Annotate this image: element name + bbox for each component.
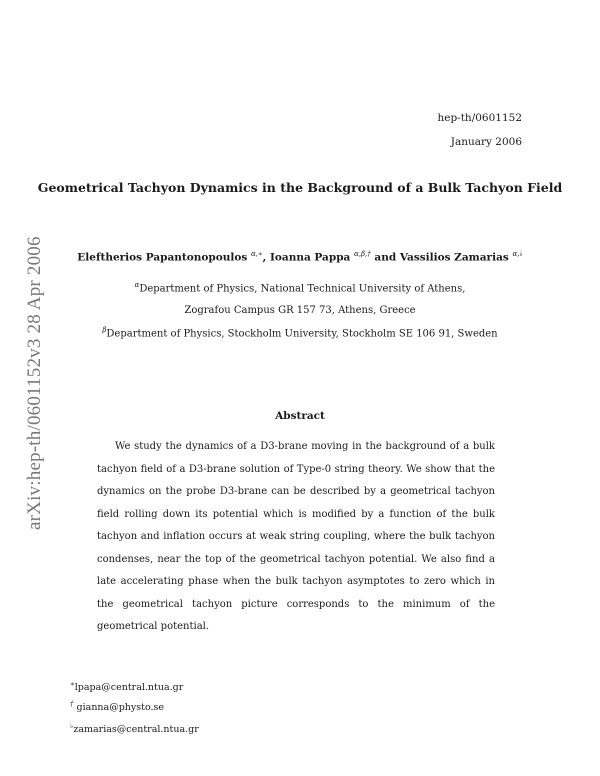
arxiv-sidebar-stamp: arXiv:hep-th/0601152v3 28 Apr 2006 — [24, 236, 45, 530]
paper-title: Geometrical Tachyon Dynamics in the Background of a Bulk Tachyon Field — [37, 180, 563, 195]
author-name: Eleftherios Papantonopoulos — [77, 251, 248, 264]
author-affiliation-marks: α,∗ — [250, 250, 263, 258]
footnote — [70, 680, 183, 693]
author-list — [0, 250, 600, 264]
report-number: hep-th/0601152 — [437, 112, 522, 124]
affiliation-beta — [0, 326, 600, 339]
footnote-email: zamarias@central.ntua.gr — [73, 724, 199, 736]
affiliation-alpha-line1 — [0, 281, 600, 294]
author-affiliation-marks: α,♭ — [512, 250, 523, 258]
report-header — [437, 106, 522, 154]
affiliation-alpha-line2: Zografou Campus GR 157 73, Athens, Greece — [184, 305, 416, 316]
affiliation-mark: β — [102, 326, 107, 334]
author-name: Vassilios Zamarias — [399, 251, 509, 264]
author-separator: , — [262, 251, 267, 264]
affiliation-text: Department of Physics, Stockholm University, Stockholm SE 106 91, Sweden — [106, 328, 498, 340]
author-name: Ioanna Pappa — [269, 251, 351, 264]
author-affiliation-marks: α,β,† — [354, 250, 371, 258]
footnote-email: lpapa@central.ntua.gr — [74, 682, 184, 694]
footnote-mark: ∗ — [70, 680, 75, 688]
footnote-email: gianna@physto.se — [76, 702, 165, 714]
affiliation-mark: α — [134, 281, 140, 289]
abstract-heading: Abstract — [275, 410, 325, 422]
author-separator: and — [374, 251, 397, 264]
abstract-body: We study the dynamics of a D3-brane moving in the background of a bulk tachyon field of a D3-brane solution of Type-0 string theory. We show that the dynamics on the probe D3-brane can be described by a geometrical tachyon field rolling down its potential which is modified by a function of the bulk tachyon and inflation occurs at weak string coupling, where the bulk tachyon condenses, near the top of the geometrical tachyon potential. We also find a late accelerating phase when the bulk tachyon asymptotes to zero which in the geometrical tachyon picture corresponds to the minimum of the geometrical potential. — [97, 441, 495, 632]
footnote — [70, 700, 164, 713]
report-date: January 2006 — [450, 136, 522, 148]
footnote-mark: ♭ — [70, 722, 74, 730]
footnote-mark: † — [70, 700, 74, 708]
footnote — [70, 722, 199, 735]
affiliation-text: Department of Physics, National Technical University of Athens, — [139, 283, 466, 295]
